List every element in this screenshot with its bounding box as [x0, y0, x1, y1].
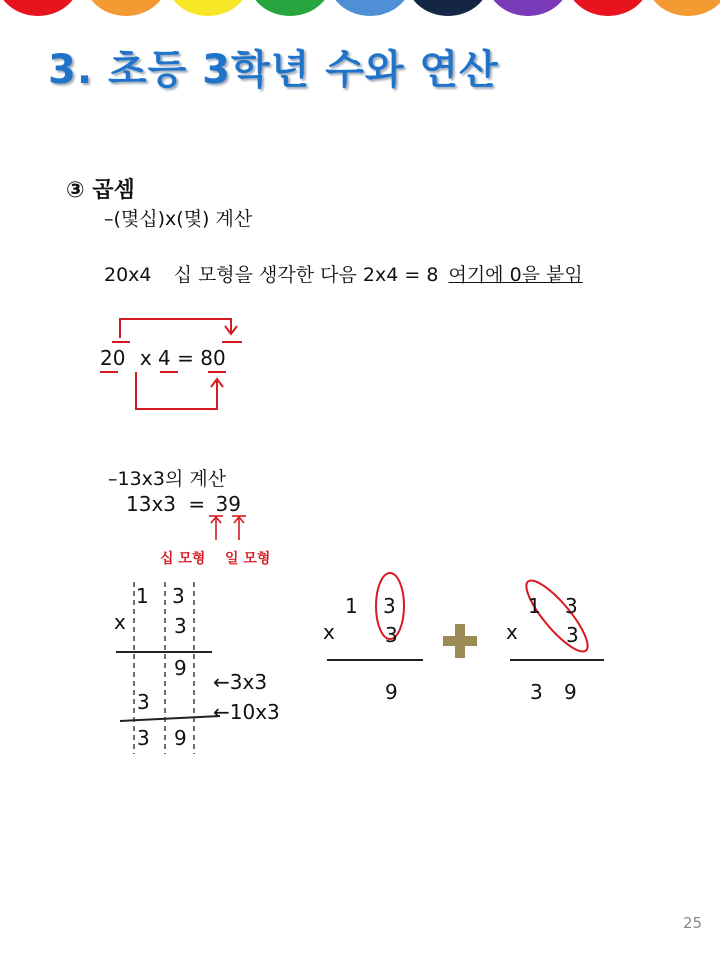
label-tens-model: 십 모형	[160, 551, 206, 567]
v1-partial-tens: 3	[137, 690, 150, 714]
decor-circle	[406, 0, 490, 16]
v1-times: x	[114, 610, 126, 634]
vertical1-lines	[110, 582, 230, 754]
decor-circle	[646, 0, 720, 16]
v2-times: x	[323, 620, 335, 644]
decor-circle	[248, 0, 332, 16]
top-decoration	[0, 0, 720, 20]
eq-factor-a: 20	[100, 346, 126, 370]
v2-top-tens: 1	[345, 594, 358, 618]
v1-partial-ones: 9	[174, 656, 187, 680]
v3-top-tens: 1	[528, 594, 541, 618]
v3-answer-ones: 9	[564, 680, 577, 704]
equation-20x4	[100, 346, 226, 370]
decor-circle	[0, 0, 80, 16]
explanation-text: 십 모형을 생각한 다음 2x4 = 8	[173, 264, 439, 286]
equation-13x3	[126, 492, 241, 516]
v2-top-ones: 3	[383, 594, 396, 618]
v2-answer: 9	[385, 680, 398, 704]
decor-circle	[166, 0, 250, 16]
page-number: 25	[683, 914, 703, 932]
eq2-left: 13x3	[126, 492, 177, 516]
decor-circle	[84, 0, 168, 16]
v1-top-tens: 1	[136, 584, 149, 608]
eq-times: x	[139, 346, 152, 370]
section-heading: ③ 곱셈	[66, 178, 135, 203]
decor-circle	[328, 0, 412, 16]
eq2-equals: =	[188, 492, 206, 516]
v1-multiplier: 3	[174, 614, 187, 638]
place-value-arrows	[205, 514, 255, 544]
explanation-expr: 20x4	[104, 264, 152, 286]
eq-factor-b: 4	[158, 346, 171, 370]
explanation-underlined: 여기에 0을 붙임	[448, 264, 583, 286]
v1-top-ones: 3	[172, 584, 185, 608]
label-ones-model: 일 모형	[225, 551, 271, 567]
decor-circle	[486, 0, 570, 16]
v3-multiplier: 3	[566, 623, 579, 647]
page-title: 3. 초등 3학년 수와 연산	[48, 47, 499, 93]
explanation-line	[104, 260, 583, 287]
v1-note-10x3: ←10x3	[213, 700, 280, 724]
v3-times: x	[506, 620, 518, 644]
subheading-tens-times-ones: –(몇십)x(몇) 계산	[104, 208, 253, 230]
v1-answer-tens: 3	[137, 726, 150, 750]
v3-answer-tens: 3	[530, 680, 543, 704]
v1-answer-ones: 9	[174, 726, 187, 750]
decor-circle	[566, 0, 650, 16]
v1-note-3x3: ←3x3	[213, 670, 268, 694]
v3-top-ones: 3	[565, 594, 578, 618]
plus-icon	[443, 624, 477, 658]
v2-multiplier: 3	[385, 623, 398, 647]
eq2-digit-tens: 3	[215, 492, 229, 516]
eq-equals: =	[177, 346, 194, 370]
eq2-digit-ones: 9	[228, 492, 241, 516]
vertical2-graphics	[320, 565, 430, 665]
subheading-13x3: –13x3의 계산	[108, 468, 227, 490]
eq-result: 80	[200, 346, 226, 370]
